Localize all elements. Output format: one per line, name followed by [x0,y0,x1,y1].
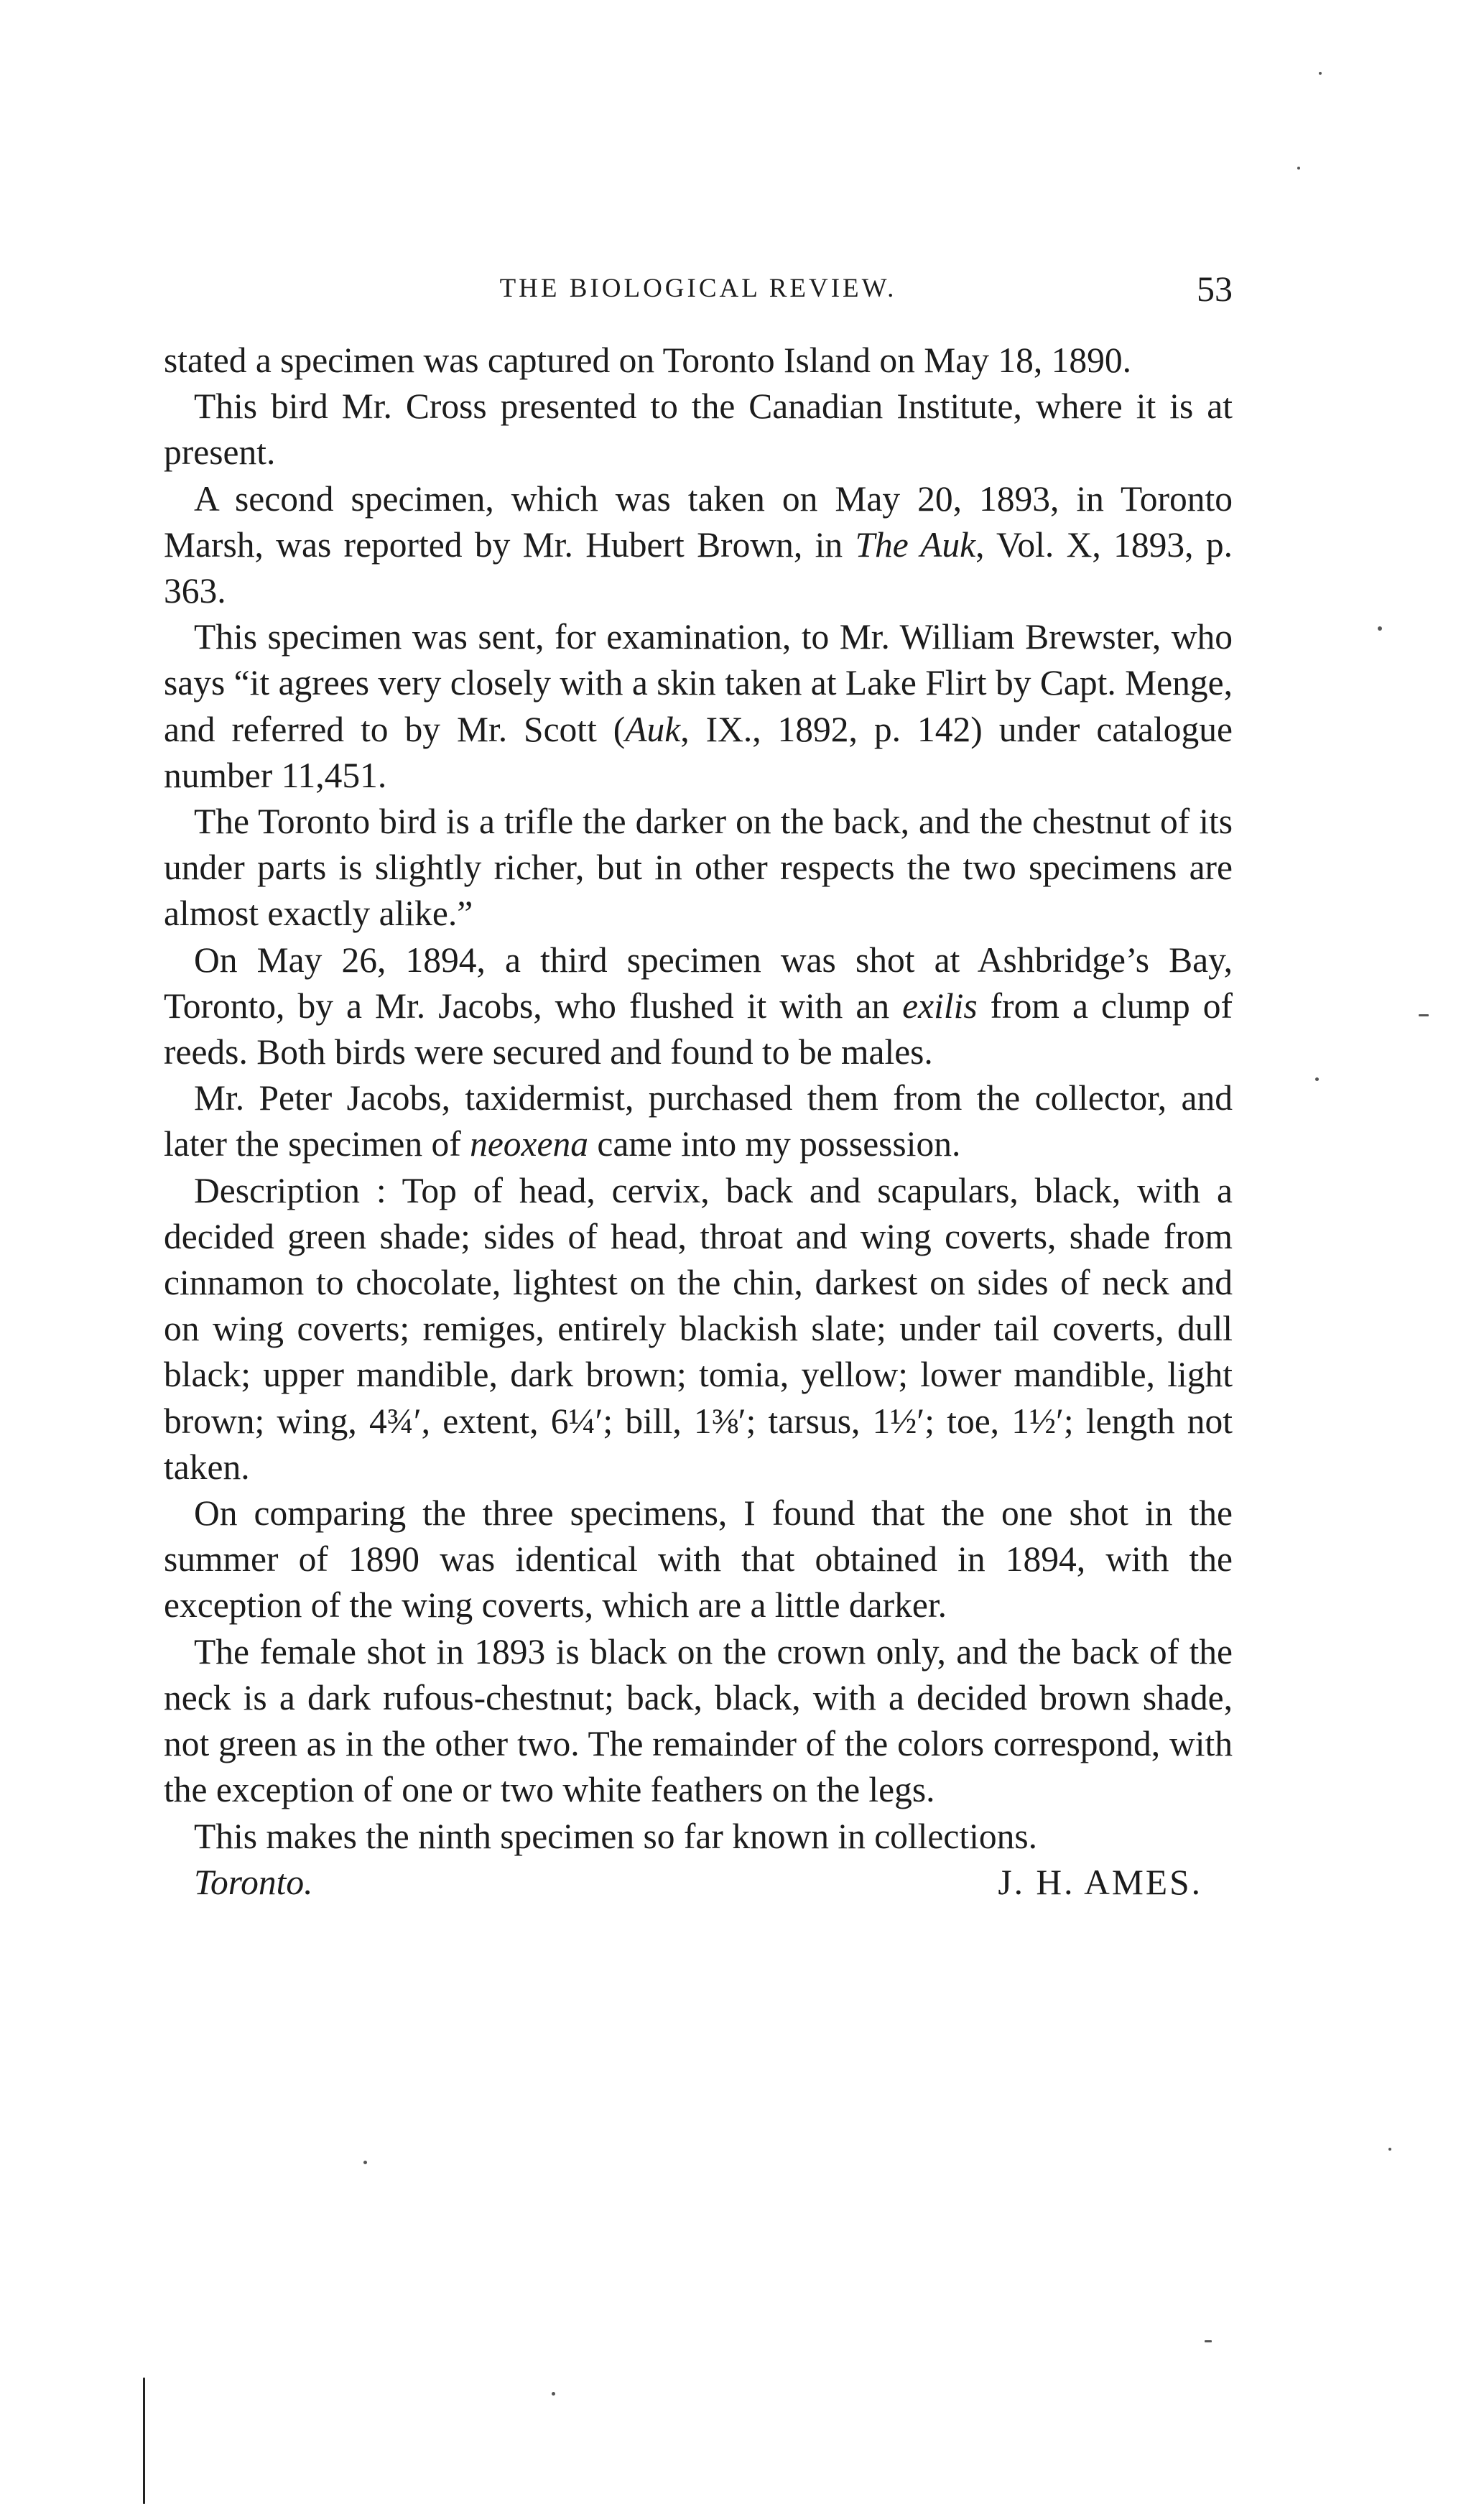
body-paragraph [164,1075,1233,1167]
article-body [164,338,1233,1906]
body-paragraph [164,937,1233,1076]
text-run: This bird Mr. Cross presented to the Canadian Institute, where it is at present. [164,386,1233,473]
running-title: THE BIOLOGICAL REVIEW. [499,274,897,303]
text-run: A second specimen, which was taken on May 20, 1893, in Toronto Marsh, was reported by Mr. Hubert Brown, in [164,478,1233,565]
scan-speck [552,2392,555,2396]
paragraph-list [164,338,1233,1860]
scan-speck [363,2161,367,2164]
body-paragraph [164,1814,1233,1860]
body-paragraph [164,384,1233,476]
text-run: , IX., 1892, p. 142) under catalogue number 11,451. [164,709,1233,795]
text-run: Description : Top of head, cervix, back and scapulars, black, with a decided green shade; sides of head, throat and wing coverts, shade from cinnamon to chocolate, lightest on the chin, darkest on sides of neck and on wing coverts; remiges, entirely blackish slate; under tail coverts, dull black; upper mandible, dark brown; tomia, yellow; lower mandible, light brown; wing, 4¾′, extent, 6¼′; bill, 1⅜′; tarsus, 1½′; toe, 1½′; length not taken. [164,1170,1233,1487]
scan-speck [1419,1014,1429,1016]
text-run: from a clump of reeds. Both birds were secured and found to be males. [164,986,1233,1072]
italic-text: exilis [902,986,978,1026]
scan-speck [1319,72,1322,75]
signature-place: Toronto. [194,1862,313,1902]
italic-text: Auk [625,709,681,749]
scan-speck [1378,626,1382,631]
italic-text: The Auk [855,524,976,565]
text-run: This specimen was sent, for examination, to Mr. William Brewster, who says “it agrees very closely with a skin taken at Lake Flirt by Capt. Menge, and referred to by Mr. Scott ( [164,617,1233,749]
page-header [164,267,1233,317]
text-run: This makes the ninth specimen so far known in collections. [194,1816,1038,1856]
text-run: On comparing the three specimens, I found that the one shot in the summer of 1890 was identical with that obtained in 1894, with the exception of the wing coverts, which are a little darker. [164,1493,1233,1626]
text-run: came into my possession. [588,1124,961,1164]
italic-text: neoxena [470,1124,588,1164]
text-run: , Vol. X, 1893, p. 363. [164,524,1233,611]
signature-author: J. H. AMES. [998,1862,1202,1902]
text-run: Mr. Peter Jacobs, taxidermist, purchased them from the collector, and later the specimen of [164,1078,1233,1164]
signature-line [164,1860,1233,1906]
body-paragraph [164,476,1233,615]
body-paragraph [164,799,1233,937]
text-run: stated a specimen was captured on Toronto Island on May 18, 1890. [164,340,1131,380]
scan-speck [1297,167,1300,170]
text-run: The female shot in 1893 is black on the crown only, and the back of the neck is a dark rufous-chestnut; back, black, with a decided brown shade, not green as in the other two. The remainder of the colors correspond, with the exception of one or two white feathers on the legs. [164,1631,1233,1810]
scan-speck [1205,2340,1212,2342]
body-paragraph [164,338,1233,384]
scan-speck [143,2378,145,2504]
page-number: 53 [1197,269,1233,309]
scan-speck [1315,1077,1319,1081]
body-paragraph [164,1168,1233,1490]
scan-speck [1388,2148,1391,2151]
body-paragraph [164,614,1233,799]
body-paragraph [164,1629,1233,1814]
body-paragraph [164,1490,1233,1629]
text-run: On May 26, 1894, a third specimen was shot at Ashbridge’s Bay, Toronto, by a Mr. Jacobs, who flushed it with an [164,940,1233,1026]
text-run: The Toronto bird is a trifle the darker on the back, and the chestnut of its under parts is slightly richer, but in other respects the two specimens are almost exactly alike.” [164,802,1233,934]
